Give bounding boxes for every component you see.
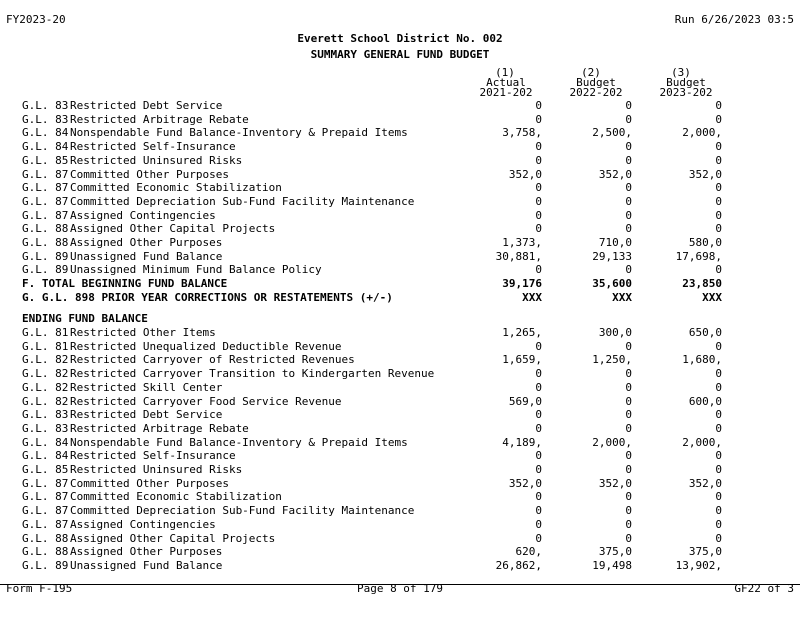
- table-row: [0, 140, 800, 154]
- account-code: G.L. 83: [22, 112, 69, 126]
- budget-current-value: 19,498: [592, 558, 632, 572]
- table-row: [0, 250, 800, 264]
- budget-next-value: 2,000,: [682, 435, 722, 449]
- table-row: [0, 504, 800, 518]
- account-description: Restricted Carryover of Restricted Revenues: [70, 353, 355, 367]
- budget-current-value: 29,133: [592, 249, 632, 263]
- account-code: G.L. 83: [22, 99, 69, 112]
- table-row: [0, 381, 800, 395]
- table-row: [0, 367, 800, 381]
- form-number: Form F-195: [6, 582, 73, 595]
- budget-current-value: 710,0: [598, 236, 632, 249]
- account-description: Assigned Contingencies: [70, 517, 216, 531]
- table-row: [0, 449, 800, 463]
- budget-next-value: 375,0: [688, 545, 722, 559]
- budget-current-value: 0: [625, 380, 632, 394]
- col1-number: (1): [495, 66, 515, 79]
- account-code: G.L. 82: [22, 353, 69, 367]
- col2-number: (2): [581, 66, 601, 79]
- budget-current-value: 0: [625, 367, 632, 381]
- actual-value: 0: [535, 112, 542, 126]
- account-description: Committed Other Purposes: [70, 167, 229, 181]
- budget-current-value: 375,0: [598, 545, 632, 559]
- table-row: [0, 408, 800, 422]
- budget-next-value: 0: [715, 517, 722, 531]
- actual-value: 0: [535, 367, 542, 381]
- actual-value: 0: [535, 194, 542, 208]
- account-description: Restricted Self-Insurance: [70, 140, 236, 154]
- budget-next-value: 0: [715, 367, 722, 381]
- table-row: [0, 195, 800, 209]
- actual-value: 0: [535, 99, 542, 112]
- account-description: Unassigned Fund Balance: [70, 558, 223, 572]
- budget-next-value: 0: [715, 112, 722, 126]
- table-row: [0, 222, 800, 236]
- actual-value: 0: [535, 153, 542, 167]
- table-row: [0, 463, 800, 477]
- budget-next-value: 0: [715, 263, 722, 277]
- budget-next-value: 2,000,: [682, 126, 722, 140]
- total-label: F. TOTAL BEGINNING FUND BALANCE: [22, 277, 228, 290]
- table-row: [0, 545, 800, 559]
- account-description: Restricted Unequalized Deductible Revenue: [70, 339, 342, 353]
- run-info: Run 6/26/2023 03:5: [674, 13, 794, 26]
- account-description: Committed Depreciation Sub-Fund Facility Maintenance: [70, 504, 415, 518]
- total-actual: 39,176: [502, 277, 542, 290]
- actual-value: 620,: [515, 545, 542, 559]
- actual-value: 352,0: [508, 167, 542, 181]
- actual-value: 1,659,: [502, 353, 542, 367]
- budget-next-value: 580,0: [688, 236, 722, 249]
- account-code: G.L. 89: [22, 558, 69, 572]
- account-description: Restricted Carryover Transition to Kindergarten Revenue: [70, 367, 435, 381]
- account-description: Restricted Self-Insurance: [70, 449, 236, 463]
- ending-balance-heading: ENDING FUND BALANCE: [22, 312, 148, 325]
- account-code: G.L. 87: [22, 167, 69, 181]
- table-row: [0, 99, 800, 113]
- budget-next-value: 0: [715, 208, 722, 222]
- table-row: [0, 168, 800, 182]
- account-code: G.L. 81: [22, 339, 69, 353]
- budget-current-value: 0: [625, 517, 632, 531]
- total-beginning-row: [0, 277, 800, 291]
- account-description: Nonspendable Fund Balance-Inventory & Prepaid Items: [70, 126, 408, 140]
- budget-current-value: 1,250,: [592, 353, 632, 367]
- account-description: Restricted Debt Service: [70, 408, 223, 422]
- col2-year: 2022-202: [569, 86, 623, 99]
- account-code: G.L. 88: [22, 531, 69, 545]
- budget-current-value: 0: [625, 99, 632, 112]
- col3-number: (3): [671, 66, 691, 79]
- report-title: SUMMARY GENERAL FUND BUDGET: [310, 48, 490, 61]
- budget-current-value: 0: [625, 408, 632, 422]
- budget-current-value: 0: [625, 449, 632, 463]
- budget-next-value: 0: [715, 194, 722, 208]
- table-row: [0, 477, 800, 491]
- account-code: G.L. 87: [22, 194, 69, 208]
- account-description: Unassigned Fund Balance: [70, 249, 223, 263]
- account-description: Restricted Other Items: [70, 326, 216, 339]
- actual-value: 1,265,: [502, 326, 542, 339]
- budget-next-value: 0: [715, 339, 722, 353]
- budget-next-value: 0: [715, 153, 722, 167]
- account-code: G.L. 87: [22, 181, 69, 195]
- actual-value: 0: [535, 531, 542, 545]
- table-row: [0, 236, 800, 250]
- actual-value: 0: [535, 222, 542, 236]
- account-description: Restricted Arbitrage Rebate: [70, 421, 249, 435]
- account-code: G.L. 82: [22, 380, 69, 394]
- account-code: G.L. 84: [22, 126, 69, 140]
- budget-current-value: 0: [625, 263, 632, 277]
- table-row: [0, 326, 800, 340]
- table-row: [0, 263, 800, 277]
- budget-current-value: 352,0: [598, 167, 632, 181]
- budget-current-value: 0: [625, 490, 632, 504]
- actual-value: 3,758,: [502, 126, 542, 140]
- table-row: [0, 518, 800, 532]
- budget-current-value: 0: [625, 339, 632, 353]
- account-description: Restricted Uninsured Risks: [70, 153, 243, 167]
- account-code: G.L. 84: [22, 435, 69, 449]
- budget-next-value: 0: [715, 463, 722, 476]
- actual-value: 0: [535, 421, 542, 435]
- account-code: G.L. 85: [22, 153, 69, 167]
- budget-current-value: 0: [625, 140, 632, 154]
- budget-next-value: 600,0: [688, 394, 722, 408]
- account-code: G.L. 81: [22, 326, 69, 339]
- account-code: G.L. 85: [22, 463, 69, 476]
- budget-next-value: 0: [715, 531, 722, 545]
- account-description: Restricted Debt Service: [70, 99, 223, 112]
- corrections-actual: XXX: [522, 291, 542, 304]
- account-code: G.L. 83: [22, 421, 69, 435]
- account-description: Committed Depreciation Sub-Fund Facility Maintenance: [70, 194, 415, 208]
- budget-next-value: 0: [715, 408, 722, 422]
- account-code: G.L. 89: [22, 263, 69, 277]
- budget-current-value: 0: [625, 394, 632, 408]
- budget-current-value: 0: [625, 194, 632, 208]
- budget-next-value: 0: [715, 99, 722, 112]
- table-row: [0, 436, 800, 450]
- table-row: [0, 490, 800, 504]
- account-code: G.L. 83: [22, 408, 69, 422]
- account-description: Unassigned Minimum Fund Balance Policy: [70, 263, 322, 277]
- actual-value: 569,0: [508, 394, 542, 408]
- table-row: [0, 154, 800, 168]
- table-row: [0, 340, 800, 354]
- account-code: G.L. 87: [22, 476, 69, 490]
- budget-next-value: 1,680,: [682, 353, 722, 367]
- budget-current-value: 0: [625, 222, 632, 236]
- budget-next-value: 0: [715, 222, 722, 236]
- account-description: Nonspendable Fund Balance-Inventory & Prepaid Items: [70, 435, 408, 449]
- budget-next-value: 0: [715, 380, 722, 394]
- corrections-label: G. G.L. 898 PRIOR YEAR CORRECTIONS OR RESTATEMENTS (+/-): [22, 291, 393, 304]
- account-code: G.L. 89: [22, 249, 69, 263]
- account-description: Committed Other Purposes: [70, 476, 229, 490]
- budget-current-value: 2,500,: [592, 126, 632, 140]
- account-code: G.L. 84: [22, 140, 69, 154]
- table-row: [0, 113, 800, 127]
- budget-current-value: 0: [625, 531, 632, 545]
- actual-value: 0: [535, 408, 542, 422]
- account-code: G.L. 82: [22, 367, 69, 381]
- actual-value: 1,373,: [502, 236, 542, 249]
- col1-year: 2021-202: [479, 86, 533, 99]
- actual-value: 0: [535, 517, 542, 531]
- account-description: Committed Economic Stabilization: [70, 181, 282, 195]
- actual-value: 26,862,: [495, 558, 542, 572]
- actual-value: 0: [535, 263, 542, 277]
- account-code: G.L. 87: [22, 208, 69, 222]
- account-description: Restricted Skill Center: [70, 380, 223, 394]
- actual-value: 0: [535, 380, 542, 394]
- fiscal-year: FY2023-20: [6, 13, 66, 26]
- table-row: [0, 422, 800, 436]
- budget-current-value: 0: [625, 208, 632, 222]
- actual-value: 0: [535, 339, 542, 353]
- actual-value: 30,881,: [495, 249, 542, 263]
- budget-next-value: 0: [715, 421, 722, 435]
- col2-type: Budget: [576, 76, 616, 89]
- total-budget-current: 35,600: [592, 277, 632, 290]
- district-name: Everett School District No. 002: [297, 32, 503, 45]
- table-row: [0, 353, 800, 367]
- account-code: G.L. 87: [22, 490, 69, 504]
- table-row: [0, 126, 800, 140]
- table-row: [0, 181, 800, 195]
- budget-current-value: 0: [625, 504, 632, 518]
- account-code: G.L. 84: [22, 449, 69, 463]
- col3-year: 2023-202: [659, 86, 713, 99]
- actual-value: 0: [535, 449, 542, 463]
- budget-next-value: 0: [715, 490, 722, 504]
- budget-next-value: 17,698,: [675, 249, 722, 263]
- col3-type: Budget: [666, 76, 706, 89]
- account-code: G.L. 87: [22, 504, 69, 518]
- budget-next-value: 352,0: [688, 476, 722, 490]
- page-code: GF22 of 3: [734, 582, 794, 595]
- budget-current-value: 0: [625, 421, 632, 435]
- actual-value: 0: [535, 140, 542, 154]
- corrections-row: [0, 291, 800, 305]
- budget-next-value: 650,0: [688, 326, 722, 339]
- budget-current-value: 300,0: [598, 326, 632, 339]
- account-description: Assigned Contingencies: [70, 208, 216, 222]
- actual-value: 0: [535, 490, 542, 504]
- actual-value: 0: [535, 463, 542, 476]
- actual-value: 0: [535, 181, 542, 195]
- corrections-budget-next: XXX: [702, 291, 722, 304]
- budget-next-value: 0: [715, 504, 722, 518]
- budget-current-value: 0: [625, 463, 632, 476]
- table-row: [0, 209, 800, 223]
- budget-next-value: 0: [715, 140, 722, 154]
- account-description: Assigned Other Capital Projects: [70, 531, 276, 545]
- budget-current-value: 352,0: [598, 476, 632, 490]
- budget-next-value: 0: [715, 181, 722, 195]
- table-row: [0, 559, 800, 573]
- actual-value: 352,0: [508, 476, 542, 490]
- actual-value: 0: [535, 504, 542, 518]
- budget-current-value: 0: [625, 153, 632, 167]
- budget-next-value: 352,0: [688, 167, 722, 181]
- account-code: G.L. 88: [22, 545, 69, 559]
- table-row: [0, 395, 800, 409]
- account-description: Assigned Other Capital Projects: [70, 222, 276, 236]
- budget-next-value: 0: [715, 449, 722, 463]
- account-description: Restricted Uninsured Risks: [70, 463, 243, 476]
- budget-next-value: 13,902,: [675, 558, 722, 572]
- account-description: Committed Economic Stabilization: [70, 490, 282, 504]
- budget-current-value: 0: [625, 181, 632, 195]
- account-code: G.L. 82: [22, 394, 69, 408]
- total-budget-next: 23,850: [682, 277, 722, 290]
- account-description: Restricted Carryover Food Service Revenue: [70, 394, 342, 408]
- col1-type: Actual: [486, 76, 526, 89]
- account-code: G.L. 88: [22, 236, 69, 249]
- account-description: Restricted Arbitrage Rebate: [70, 112, 249, 126]
- budget-current-value: 0: [625, 112, 632, 126]
- page-number: Page 8 of 179: [356, 582, 444, 595]
- account-code: G.L. 88: [22, 222, 69, 236]
- account-description: Assigned Other Purposes: [70, 236, 223, 249]
- account-code: G.L. 87: [22, 517, 69, 531]
- budget-current-value: 2,000,: [592, 435, 632, 449]
- table-row: [0, 532, 800, 546]
- account-description: Assigned Other Purposes: [70, 545, 223, 559]
- actual-value: 0: [535, 208, 542, 222]
- corrections-budget-current: XXX: [612, 291, 632, 304]
- actual-value: 4,189,: [502, 435, 542, 449]
